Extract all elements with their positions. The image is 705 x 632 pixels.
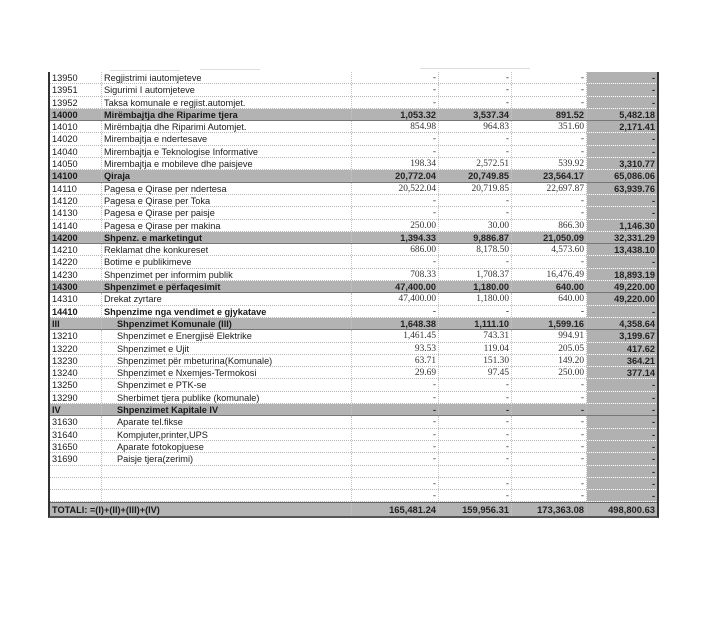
amount-col1-cell: 1,394.33 xyxy=(352,232,439,243)
amount-col2-cell: - xyxy=(439,146,512,157)
amount-col3-cell: 22,697.87 xyxy=(512,183,587,194)
account-code-cell: 14230 xyxy=(50,269,102,280)
row-total-cell: - xyxy=(587,256,657,267)
row-total-cell: - xyxy=(587,146,657,157)
description-cell: Shpenzimet për mbeturina(Komunale) xyxy=(102,355,352,366)
grand-total-col3: 173,363.08 xyxy=(512,503,587,516)
amount-col1-cell: - xyxy=(352,133,439,144)
amount-col2-cell: - xyxy=(439,478,512,489)
amount-col1-cell: 198.34 xyxy=(352,158,439,169)
description-cell: Mirëmbajtja dhe Riparimi Automjet. xyxy=(102,121,352,132)
description-cell: Mirembajtja e mobileve dhe paisjeve xyxy=(102,158,352,169)
account-code-cell: 13210 xyxy=(50,330,102,341)
description-cell: Paisje tjera(zerimi) xyxy=(102,453,352,464)
amount-col3-cell: - xyxy=(512,441,587,452)
amount-col1-cell: - xyxy=(352,306,439,317)
amount-col3-cell: 866.30 xyxy=(512,220,587,231)
description-cell: Mirembajtja e Teknologise Informative xyxy=(102,146,352,157)
amount-col1-cell: - xyxy=(352,453,439,464)
account-code-cell: 13951 xyxy=(50,84,102,95)
table-row xyxy=(50,416,657,428)
amount-col2-cell: 2,572.51 xyxy=(439,158,512,169)
amount-col3-cell: 994.91 xyxy=(512,330,587,341)
scan-artifact xyxy=(200,69,260,70)
amount-col2-cell: - xyxy=(439,84,512,95)
amount-col2-cell: 20,749.85 xyxy=(439,170,512,181)
account-code-cell xyxy=(50,466,102,477)
table-row xyxy=(50,453,657,465)
amount-col1-cell: - xyxy=(352,146,439,157)
amount-col2-cell: 8,178.50 xyxy=(439,244,512,255)
account-code-cell: 14130 xyxy=(50,207,102,218)
amount-col3-cell: - xyxy=(512,379,587,390)
row-total-cell: - xyxy=(587,379,657,390)
account-code-cell: 31630 xyxy=(50,416,102,427)
amount-col1-cell: - xyxy=(352,416,439,427)
row-total-cell: 65,086.06 xyxy=(587,170,657,181)
grand-total-col2: 159,956.31 xyxy=(439,503,512,516)
table-row xyxy=(50,146,657,158)
account-code-cell: 14110 xyxy=(50,183,102,194)
amount-col2-cell: - xyxy=(439,256,512,267)
amount-col3-cell xyxy=(512,466,587,477)
account-code-cell: 14200 xyxy=(50,232,102,243)
description-cell xyxy=(102,466,352,477)
description-cell: Drekat zyrtare xyxy=(102,293,352,304)
table-row xyxy=(50,84,657,96)
amount-col2-cell: - xyxy=(439,453,512,464)
description-cell: Shpenzimet per informim publik xyxy=(102,269,352,280)
amount-col2-cell: 20,719.85 xyxy=(439,183,512,194)
account-code-cell: 14000 xyxy=(50,109,102,120)
table-row xyxy=(50,269,657,281)
description-cell xyxy=(102,490,352,501)
description-cell: Shpenzimet Komunale (III) xyxy=(102,318,352,329)
account-code-cell: 14120 xyxy=(50,195,102,206)
table-body xyxy=(50,72,657,502)
amount-col3-cell: - xyxy=(512,97,587,108)
account-code-cell: 14050 xyxy=(50,158,102,169)
amount-col2-cell: - xyxy=(439,306,512,317)
description-cell: Shpenzimet e Ujit xyxy=(102,343,352,354)
description-cell: Taksa komunale e regjist.automjet. xyxy=(102,97,352,108)
account-code-cell: 14300 xyxy=(50,281,102,292)
row-total-cell: - xyxy=(587,478,657,489)
amount-col3-cell: 640.00 xyxy=(512,293,587,304)
section-header-row xyxy=(50,109,657,121)
description-cell: Qiraja xyxy=(102,170,352,181)
amount-col3-cell: - xyxy=(512,133,587,144)
account-code-cell: 14210 xyxy=(50,244,102,255)
amount-col1-cell: - xyxy=(352,195,439,206)
account-code-cell: 13290 xyxy=(50,392,102,403)
amount-col3-cell: 4,573.60 xyxy=(512,244,587,255)
section-header-row xyxy=(50,232,657,244)
amount-col2-cell: 9,886.87 xyxy=(439,232,512,243)
table-row xyxy=(50,355,657,367)
amount-col2-cell: - xyxy=(439,207,512,218)
row-total-cell: 49,220.00 xyxy=(587,281,657,292)
amount-col2-cell: 743.31 xyxy=(439,330,512,341)
section-header-row xyxy=(50,281,657,293)
amount-col3-cell: - xyxy=(512,146,587,157)
account-code-cell: 31640 xyxy=(50,429,102,440)
row-total-cell: 377.14 xyxy=(587,367,657,378)
description-cell: Shpenzimet e PTK-se xyxy=(102,379,352,390)
amount-col1-cell: - xyxy=(352,392,439,403)
row-total-cell: 1,146.30 xyxy=(587,220,657,231)
grand-total-col1: 165,481.24 xyxy=(352,503,439,516)
amount-col3-cell: 539.92 xyxy=(512,158,587,169)
amount-col3-cell: 1,599.16 xyxy=(512,318,587,329)
grand-total-sum: 498,800.63 xyxy=(608,504,655,516)
amount-col1-cell: 1,461.45 xyxy=(352,330,439,341)
description-cell: Shpenz. e marketingut xyxy=(102,232,352,243)
row-total-cell: - xyxy=(587,416,657,427)
description-cell: Pagesa e Qirase per Toka xyxy=(102,195,352,206)
table-row xyxy=(50,158,657,170)
amount-col2-cell: - xyxy=(439,133,512,144)
amount-col3-cell: - xyxy=(512,207,587,218)
row-total-cell: 417.62 xyxy=(587,343,657,354)
table-row xyxy=(50,72,657,84)
row-total-cell: 63,939.76 xyxy=(587,183,657,194)
account-code-cell: 13230 xyxy=(50,355,102,366)
row-total-cell: 5,482.18 xyxy=(587,109,657,120)
account-code-cell: 31650 xyxy=(50,441,102,452)
amount-col2-cell: 151.30 xyxy=(439,355,512,366)
amount-col3-cell: 21,050.09 xyxy=(512,232,587,243)
amount-col3-cell: 891.52 xyxy=(512,109,587,120)
scan-artifact xyxy=(110,70,180,71)
table-row xyxy=(50,256,657,268)
amount-col2-cell: - xyxy=(439,416,512,427)
amount-col1-cell: 47,400.00 xyxy=(352,281,439,292)
amount-col2-cell: 119.04 xyxy=(439,343,512,354)
table-row xyxy=(50,343,657,355)
account-code-cell: 14020 xyxy=(50,133,102,144)
description-cell: Pagesa e Qirase per ndertesa xyxy=(102,183,352,194)
row-total-cell: 4,358.64 xyxy=(587,318,657,329)
amount-col2-cell: - xyxy=(439,379,512,390)
description-cell: Aparate tel.fikse xyxy=(102,416,352,427)
row-total-cell: 13,438.10 xyxy=(587,244,657,255)
amount-col1-cell: 1,053.32 xyxy=(352,109,439,120)
account-code-cell: 13952 xyxy=(50,97,102,108)
grand-total-label: TOTALI: =(I)+(II)+(III)+(IV) xyxy=(50,503,352,516)
amount-col3-cell: - xyxy=(512,416,587,427)
amount-col1-cell: - xyxy=(352,84,439,95)
account-code-cell: 14410 xyxy=(50,306,102,317)
amount-col1-cell: - xyxy=(352,72,439,83)
table-row xyxy=(50,183,657,195)
account-code-cell: 13240 xyxy=(50,367,102,378)
amount-col1-cell: - xyxy=(352,478,439,489)
row-total-cell: - xyxy=(587,133,657,144)
section-header-row xyxy=(50,404,657,416)
table-row xyxy=(50,441,657,453)
description-cell: Shpenzimet Kapitale IV xyxy=(102,404,352,415)
budget-expense-table xyxy=(48,72,659,518)
amount-col3-cell: - xyxy=(512,84,587,95)
row-total-cell: 49,220.00 xyxy=(587,293,657,304)
table-row xyxy=(50,195,657,207)
row-total-cell: - xyxy=(587,453,657,464)
table-row xyxy=(50,293,657,305)
amount-col1-cell: 708.33 xyxy=(352,269,439,280)
amount-col1-cell: 93.53 xyxy=(352,343,439,354)
amount-col2-cell: 3,537.34 xyxy=(439,109,512,120)
description-cell: Pagesa e Qirase per makina xyxy=(102,220,352,231)
section-header-row xyxy=(50,170,657,182)
amount-col2-cell xyxy=(439,466,512,477)
account-code-cell: IV xyxy=(50,404,102,415)
table-row xyxy=(50,207,657,219)
amount-col2-cell: - xyxy=(439,72,512,83)
description-cell: Shpenzime nga vendimet e gjykatave xyxy=(102,306,352,317)
table-row xyxy=(50,244,657,256)
amount-col3-cell: 351.60 xyxy=(512,121,587,132)
amount-col1-cell: 250.00 xyxy=(352,220,439,231)
amount-col2-cell: - xyxy=(439,490,512,501)
description-cell: Regjistrimi iautomjeteve xyxy=(102,72,352,83)
account-code-cell: 14100 xyxy=(50,170,102,181)
amount-col3-cell: - xyxy=(512,490,587,501)
table-row xyxy=(50,392,657,404)
amount-col3-cell: - xyxy=(512,478,587,489)
amount-col3-cell: - xyxy=(512,392,587,403)
amount-col3-cell: 16,476.49 xyxy=(512,269,587,280)
row-total-cell: 3,310.77 xyxy=(587,158,657,169)
row-total-cell: 32,331.29 xyxy=(587,232,657,243)
description-cell: Sherbimet tjera publike (komunale) xyxy=(102,392,352,403)
amount-col3-cell: - xyxy=(512,453,587,464)
row-total-cell: - xyxy=(587,392,657,403)
amount-col1-cell: - xyxy=(352,441,439,452)
amount-col1-cell: 20,772.04 xyxy=(352,170,439,181)
description-cell: Reklamat dhe konkureset xyxy=(102,244,352,255)
description-cell: Mirembajtja e ndertesave xyxy=(102,133,352,144)
amount-col3-cell: - xyxy=(512,72,587,83)
table-row xyxy=(50,330,657,342)
section-header-row xyxy=(50,318,657,330)
amount-col1-cell: 63.71 xyxy=(352,355,439,366)
amount-col1-cell: - xyxy=(352,490,439,501)
amount-col2-cell: 1,111.10 xyxy=(439,318,512,329)
amount-col2-cell: - xyxy=(439,97,512,108)
amount-col1-cell: - xyxy=(352,256,439,267)
amount-col1-cell: - xyxy=(352,207,439,218)
row-total-cell: 364.21 xyxy=(587,355,657,366)
amount-col1-cell: 686.00 xyxy=(352,244,439,255)
description-cell: Aparate fotokopjuese xyxy=(102,441,352,452)
account-code-cell: III xyxy=(50,318,102,329)
account-code-cell: 13220 xyxy=(50,343,102,354)
amount-col1-cell: 854.98 xyxy=(352,121,439,132)
amount-col3-cell: - xyxy=(512,404,587,415)
amount-col2-cell: 30.00 xyxy=(439,220,512,231)
description-cell: Shpenzimet e Nxemjes-Termokosi xyxy=(102,367,352,378)
row-total-cell: 2,171.41 xyxy=(587,121,657,132)
table-row xyxy=(50,379,657,391)
amount-col3-cell: 640.00 xyxy=(512,281,587,292)
amount-col2-cell: - xyxy=(439,195,512,206)
row-total-cell: - xyxy=(587,84,657,95)
amount-col1-cell: - xyxy=(352,429,439,440)
table-row xyxy=(50,367,657,379)
description-cell xyxy=(102,478,352,489)
description-cell: Botime e publikimeve xyxy=(102,256,352,267)
account-code-cell: 13950 xyxy=(50,72,102,83)
description-cell: Sigurimi I automjeteve xyxy=(102,84,352,95)
row-total-cell: - xyxy=(587,97,657,108)
amount-col2-cell: 1,708.37 xyxy=(439,269,512,280)
amount-col3-cell: 149.20 xyxy=(512,355,587,366)
amount-col1-cell: 20,522.04 xyxy=(352,183,439,194)
amount-col3-cell: - xyxy=(512,195,587,206)
amount-col3-cell: 250.00 xyxy=(512,367,587,378)
account-code-cell: 14140 xyxy=(50,220,102,231)
amount-col3-cell: - xyxy=(512,256,587,267)
row-total-cell: - xyxy=(587,404,657,415)
account-code-cell: 14010 xyxy=(50,121,102,132)
description-cell: Mirëmbajtja dhe Riparime tjera xyxy=(102,109,352,120)
row-total-cell: - xyxy=(587,441,657,452)
table-row xyxy=(50,220,657,232)
table-row xyxy=(50,306,657,318)
amount-col2-cell: 97.45 xyxy=(439,367,512,378)
description-cell: Pagesa e Qirase per paisje xyxy=(102,207,352,218)
description-cell: Kompjuter,printer,UPS xyxy=(102,429,352,440)
account-code-cell: 13250 xyxy=(50,379,102,390)
amount-col1-cell: - xyxy=(352,97,439,108)
amount-col1-cell: - xyxy=(352,404,439,415)
amount-col2-cell: - xyxy=(439,404,512,415)
amount-col3-cell: 205.05 xyxy=(512,343,587,354)
account-code-cell xyxy=(50,490,102,501)
scan-artifact xyxy=(420,68,530,69)
row-total-cell: 3,199.67 xyxy=(587,330,657,341)
account-code-cell: 14040 xyxy=(50,146,102,157)
amount-col1-cell xyxy=(352,466,439,477)
table-row xyxy=(50,133,657,145)
row-total-cell: - xyxy=(587,490,657,501)
row-total-cell: 18,893.19 xyxy=(587,269,657,280)
amount-col2-cell: 964.83 xyxy=(439,121,512,132)
row-total-cell: - xyxy=(587,429,657,440)
amount-col2-cell: - xyxy=(439,441,512,452)
amount-col2-cell: 1,180.00 xyxy=(439,293,512,304)
account-code-cell xyxy=(50,478,102,489)
table-row xyxy=(50,478,657,490)
row-total-cell: - xyxy=(587,306,657,317)
amount-col2-cell: - xyxy=(439,392,512,403)
amount-col3-cell: - xyxy=(512,306,587,317)
description-cell: Shpenzimet e Energjisë Elektrike xyxy=(102,330,352,341)
amount-col3-cell: 23,564.17 xyxy=(512,170,587,181)
table-row xyxy=(50,466,657,478)
amount-col3-cell: - xyxy=(512,429,587,440)
account-code-cell: 31690 xyxy=(50,453,102,464)
account-code-cell: 14310 xyxy=(50,293,102,304)
grand-total-row xyxy=(50,502,657,516)
row-total-cell: - xyxy=(587,195,657,206)
account-code-cell: 14220 xyxy=(50,256,102,267)
amount-col1-cell: 47,400.00 xyxy=(352,293,439,304)
table-row xyxy=(50,97,657,109)
table-row xyxy=(50,429,657,441)
row-total-cell: - xyxy=(587,72,657,83)
description-cell: Shpenzimet e përfaqesimit xyxy=(102,281,352,292)
row-total-cell: - xyxy=(587,207,657,218)
amount-col1-cell: 29.69 xyxy=(352,367,439,378)
amount-col1-cell: - xyxy=(352,379,439,390)
amount-col2-cell: 1,180.00 xyxy=(439,281,512,292)
amount-col2-cell: - xyxy=(439,429,512,440)
table-row xyxy=(50,121,657,133)
table-row xyxy=(50,490,657,502)
row-total-cell: - xyxy=(587,466,657,477)
amount-col1-cell: 1,648.38 xyxy=(352,318,439,329)
